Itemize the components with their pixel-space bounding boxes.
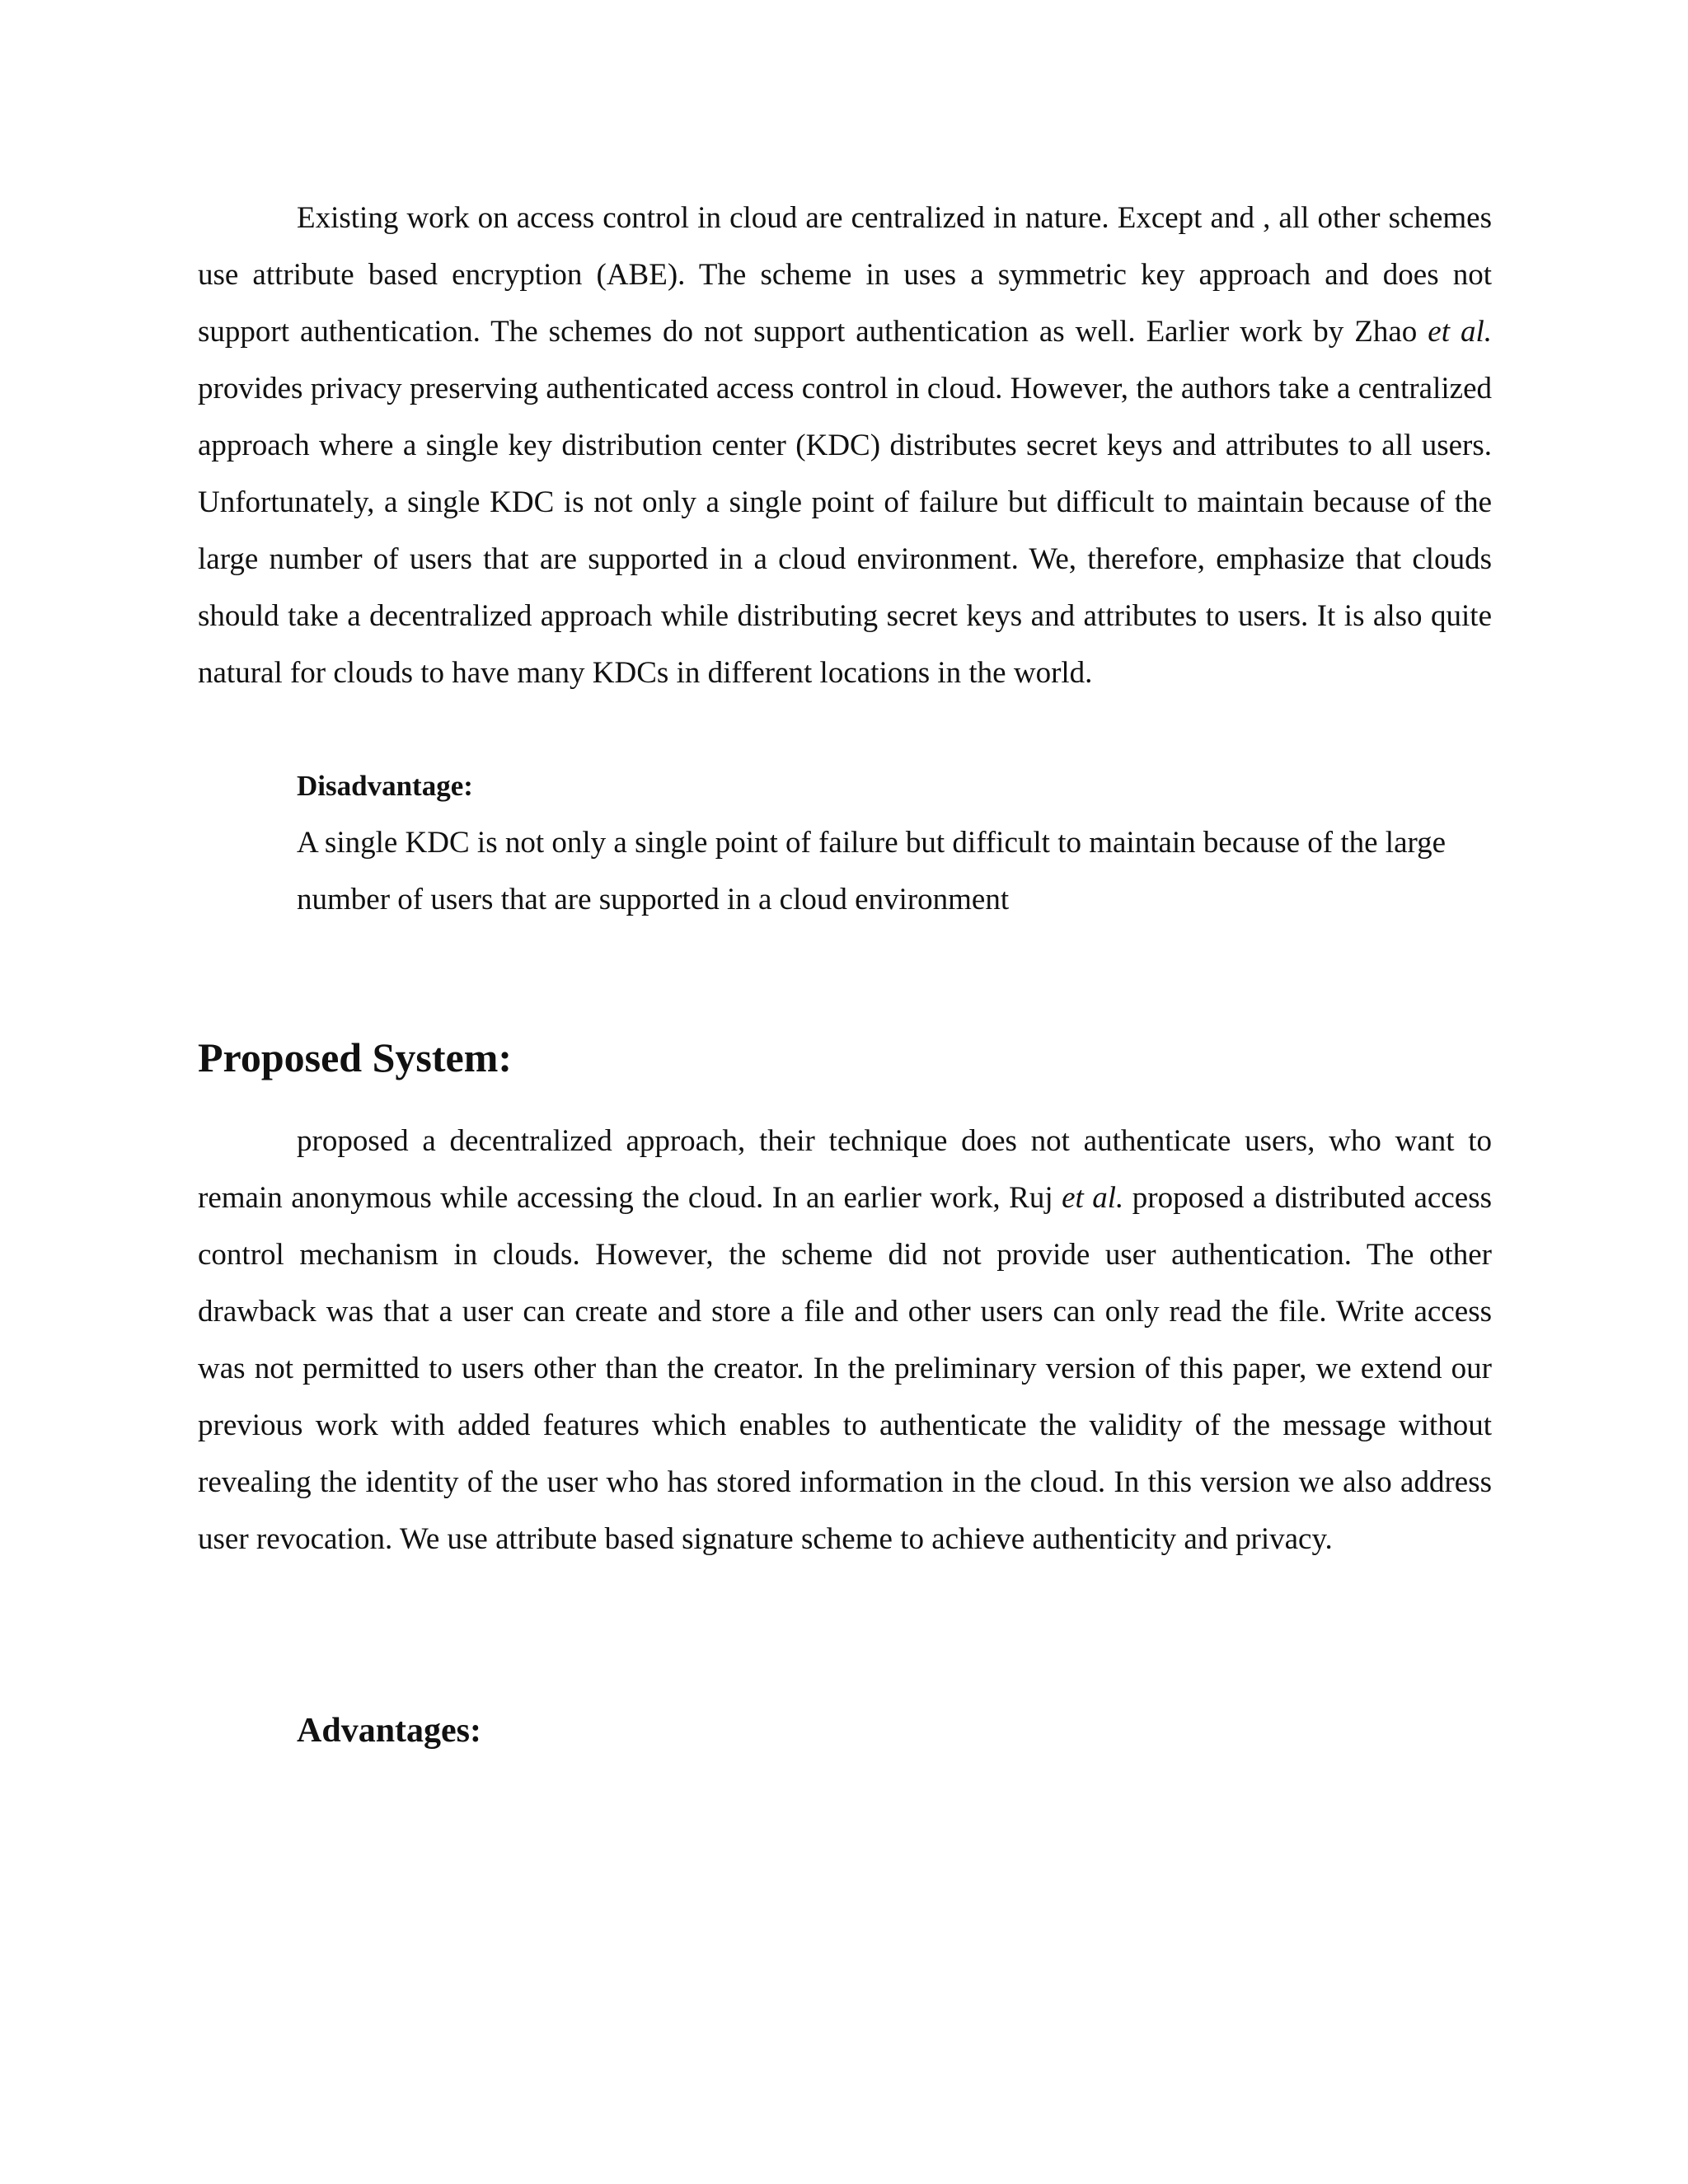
existing-system-paragraph [198,190,1492,701]
proposed-text-part-2: proposed a distributed access control mechanism in clouds. However, the scheme did not provide user authentication. The other drawback was that a user can create and store a file and other users can only read the file. Write access was not permitted to users other than the creator. In the preliminary version of this paper, we extend our previous work with added features which enables to authenticate the validity of the message without revealing the identity of the user who has stored information in the cloud. In this version we also address user revocation. We use attribute based signature scheme to achieve authenticity and privacy. [198,1181,1492,1556]
disadvantage-section [297,757,1492,928]
document-page [198,190,1492,1755]
disadvantage-text: A single KDC is not only a single point of failure but difficult to maintain because of the large number of users that are supported in a cloud environment [297,826,1447,916]
advantages-heading: Advantages: [297,1712,482,1750]
proposed-system-paragraph [198,1113,1492,1568]
proposed-text-et-al: et al. [1062,1181,1124,1215]
existing-text-part-1: Existing work on access control in cloud are centralized in nature. Except and , all other schemes use attribute based encryption (ABE). The scheme in uses a symmetric key approach and does not support authentication. The schemes do not support authentication as well. Earlier work by Zhao [198,201,1492,349]
existing-text-part-2: provides privacy preserving authenticated access control in cloud. However, the authors take a centralized approach where a single key distribution center (KDC) distributes secret keys and attributes to all users. Unfortunately, a single KDC is not only a single point of failure but difficult to maintain because of the large number of users that are supported in a cloud environment. We, therefore, emphasize that clouds should take a decentralized approach while distributing secret keys and attributes to users. It is also quite natural for clouds to have many KDCs in different locations in the world. [198,372,1492,690]
existing-text-et-al: et al. [1428,315,1492,349]
proposed-text-part-1: proposed a decentralized approach, their technique does not authenticate users, who want to remain anonymous while accessing the cloud. In an earlier work, Ruj [198,1124,1492,1215]
disadvantage-label: Disadvantage: [297,770,473,802]
proposed-system-heading: Proposed System: [198,1034,513,1080]
